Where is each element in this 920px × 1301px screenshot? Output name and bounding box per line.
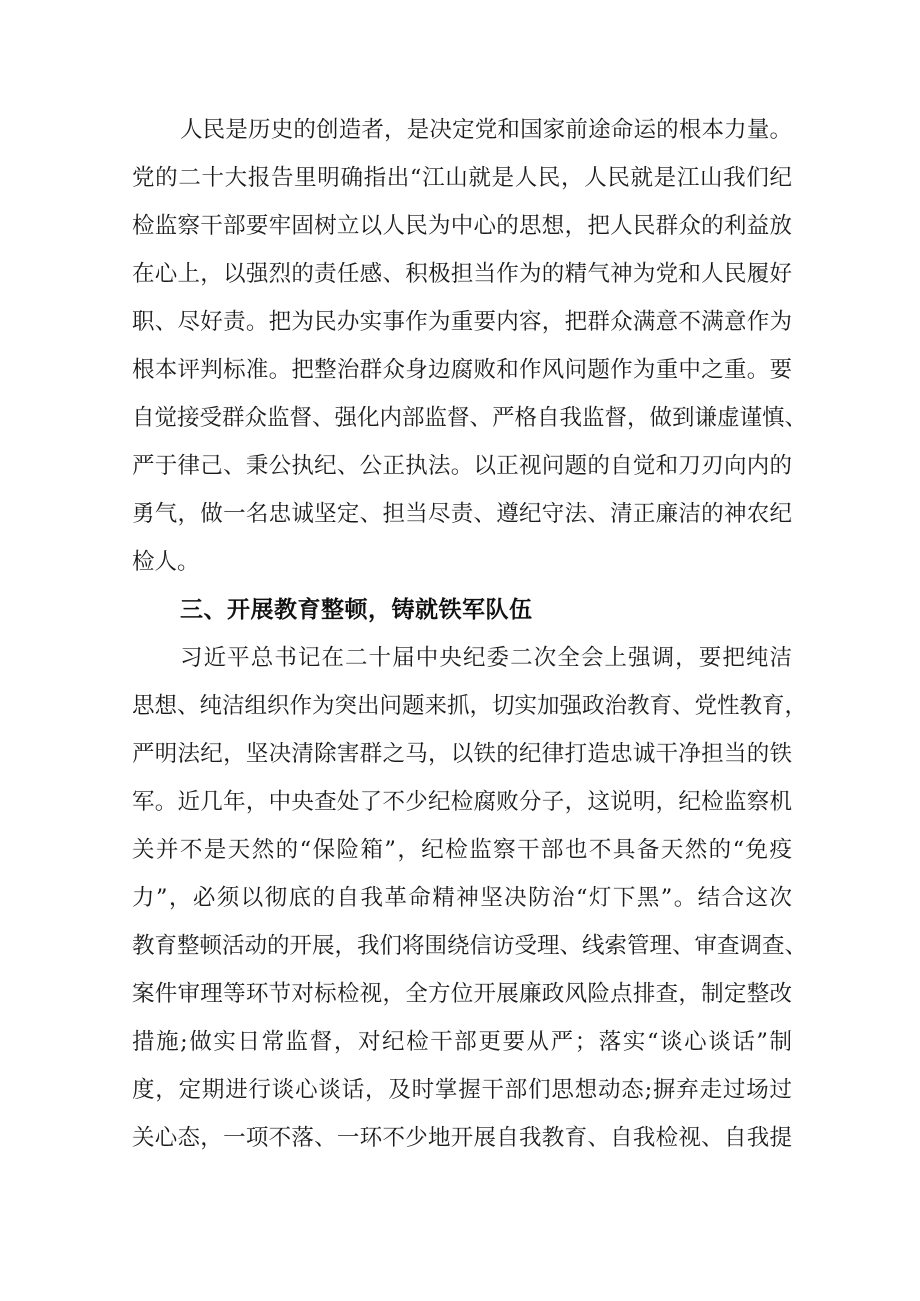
paragraph-line: 职、尽好责。把为民办实事作为重要内容，把群众满意不满意作为 xyxy=(132,309,792,335)
paragraph-line: 根本评判标准。把整治群众身边腐败和作风问题作为重中之重。要 xyxy=(132,357,792,383)
paragraph-line: 人民是历史的创造者，是决定党和国家前途命运的根本力量。 xyxy=(180,117,792,143)
paragraph-line: 严明法纪，坚决清除害群之马，以铁的纪律打造忠诚干净担当的铁 xyxy=(132,741,792,767)
paragraph-line: 思想、纯洁组织作为突出问题来抓，切实加强政治教育、党性教育， xyxy=(132,693,808,719)
paragraph-line: 勇气，做一名忠诚坚定、担当尽责、遵纪守法、清正廉洁的神农纪 xyxy=(132,501,792,527)
paragraph-line: 教育整顿活动的开展，我们将围绕信访受理、线索管理、审查调查、 xyxy=(132,933,808,959)
paragraph-line: 措施;做实日常监督，对纪检干部更要从严；落实“谈心谈话”制 xyxy=(132,1029,792,1055)
paragraph-line: 严于律己、秉公执纪、公正执法。以正视问题的自觉和刀刃向内的 xyxy=(132,453,792,479)
paragraph-line: 关心态，一项不落、一环不少地开展自我教育、自我检视、自我提 xyxy=(132,1125,792,1151)
paragraph-line: 度，定期进行谈心谈话，及时掌握干部们思想动态;摒弃走过场过 xyxy=(132,1077,792,1103)
paragraph-line: 自觉接受群众监督、强化内部监督、严格自我监督，做到谦虚谨慎、 xyxy=(132,405,808,431)
paragraph-line: 检监察干部要牢固树立以人民为中心的思想，把人民群众的利益放 xyxy=(132,213,792,239)
paragraph-line: 习近平总书记在二十届中央纪委二次全会上强调，要把纯洁 xyxy=(180,645,792,671)
paragraph-line: 案件审理等环节对标检视，全方位开展廉政风险点排查，制定整改 xyxy=(132,981,792,1007)
paragraph-line: 军。近几年，中央查处了不少纪检腐败分子，这说明，纪检监察机 xyxy=(132,789,792,815)
paragraph-line: 检人。 xyxy=(132,549,200,575)
paragraph-line: 在心上，以强烈的责任感、积极担当作为的精气神为党和人民履好 xyxy=(132,261,792,287)
paragraph-line: 力”，必须以彻底的自我革命精神坚决防治“灯下黑”。结合这次 xyxy=(132,885,792,911)
paragraph-line: 党的二十大报告里明确指出“江山就是人民，人民就是江山我们纪 xyxy=(132,165,792,191)
paragraph-line: 关并不是天然的“保险箱”，纪检监察干部也不具备天然的“免疫 xyxy=(132,837,792,863)
section-heading: 三、开展教育整顿，铸就铁军队伍 xyxy=(180,597,533,623)
